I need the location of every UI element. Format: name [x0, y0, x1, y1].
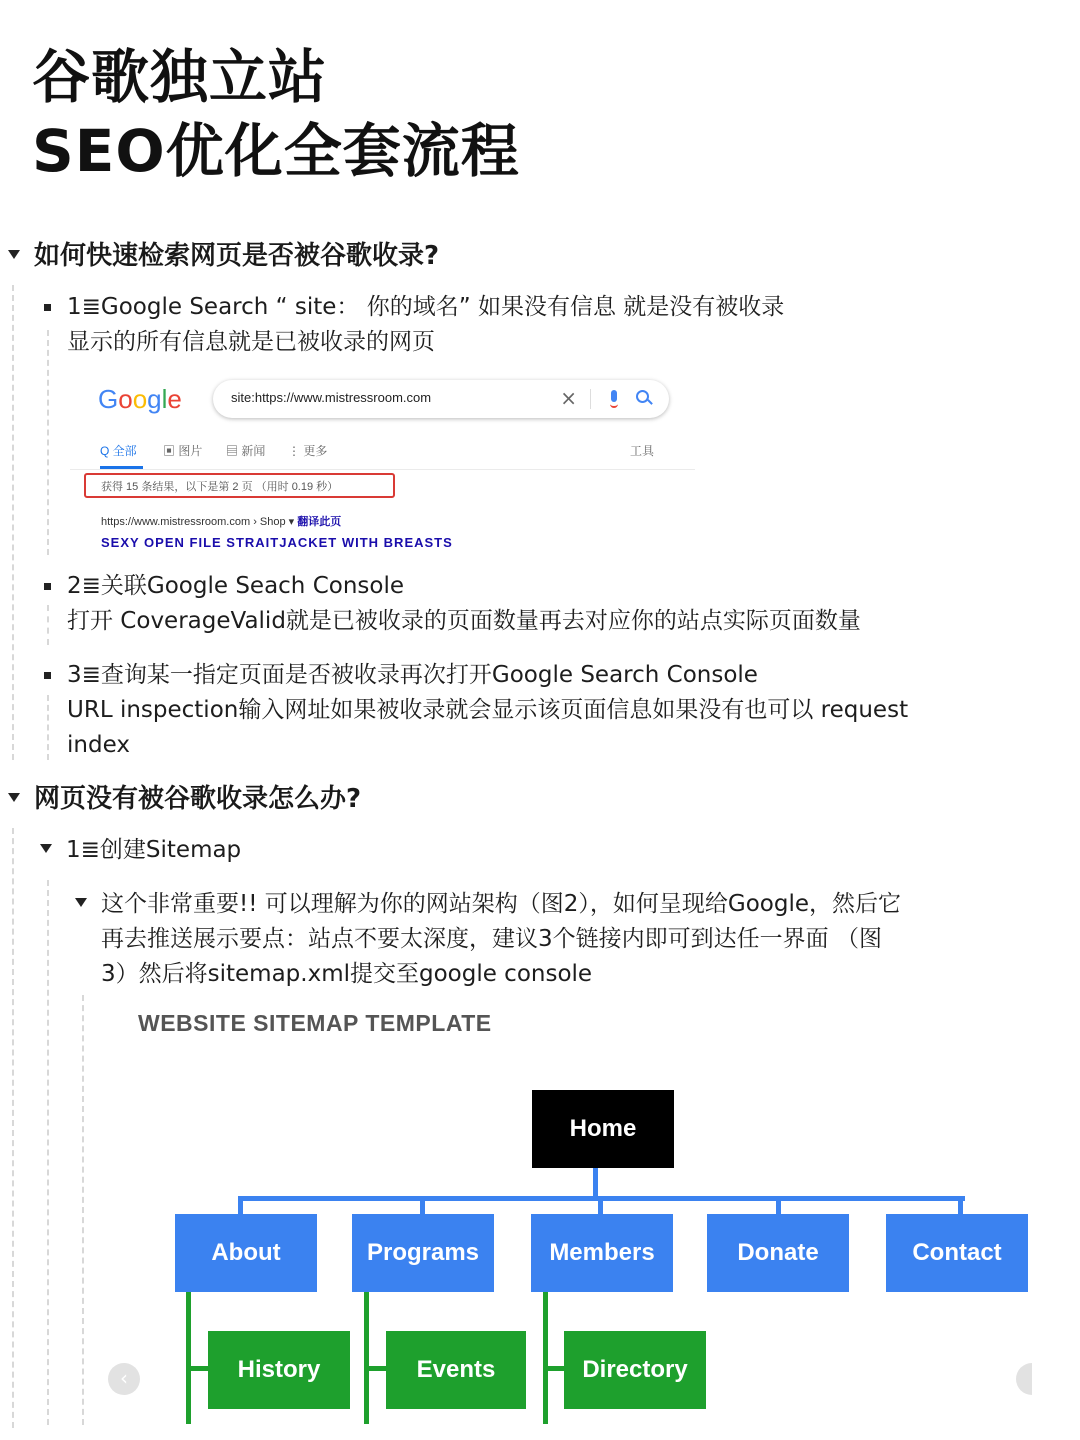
connector-line — [238, 1196, 243, 1216]
bullet-icon — [44, 304, 51, 311]
connector-line — [958, 1196, 963, 1216]
title-line-1: 谷歌独立站 — [32, 43, 328, 111]
detail-paragraph — [75, 887, 901, 992]
search-icon[interactable] — [636, 390, 649, 403]
search-query[interactable]: site:https://www.mistressroom.com — [231, 390, 432, 405]
connector-line — [598, 1196, 603, 1216]
tab-images[interactable]: ▣ 图片 — [163, 444, 203, 458]
result-url-text[interactable]: https://www.mistressroom.com › Shop ▾ — [101, 516, 295, 528]
item-1-line-2: 显示的所有信息就是已被收录的网页 — [67, 329, 435, 355]
google-search-screenshot — [70, 372, 695, 550]
result-stats: 获得 15 条结果，以下是第 2 页 （用时 0.19 秒） — [84, 473, 395, 498]
section-2-heading-text: 网页没有被谷歌收录怎么办? — [34, 784, 362, 814]
sitemap-node-home: Home — [532, 1090, 674, 1168]
indent-guide — [47, 605, 49, 645]
tab-all[interactable]: Q 全部 — [100, 444, 137, 458]
title-line-2: SEO优化全套流程 — [32, 117, 520, 185]
tab-more[interactable]: ⋮ 更多 — [288, 444, 328, 458]
connector-line — [593, 1168, 598, 1198]
list-item — [67, 569, 861, 639]
detail-line-1: 这个非常重要!! 可以理解为你的网站架构（图2），如何呈现给Google，然后它 — [101, 891, 901, 917]
sub-heading-text: 1≣创建Sitemap — [66, 837, 242, 863]
close-icon[interactable]: × — [560, 386, 577, 410]
connector-line — [186, 1292, 191, 1424]
google-logo-letter: o — [118, 384, 133, 414]
list-item — [67, 290, 784, 360]
google-logo-letter: l — [161, 384, 168, 414]
bullet-icon — [44, 672, 51, 679]
indent-guide — [47, 330, 49, 555]
sitemap-node-programs: Programs — [352, 1214, 494, 1292]
indent-guide — [47, 695, 49, 760]
collapse-triangle-icon[interactable] — [8, 793, 20, 802]
microphone-icon[interactable] — [611, 390, 617, 402]
page-title — [32, 40, 520, 188]
divider — [590, 389, 591, 409]
sitemap-node-donate: Donate — [707, 1214, 849, 1292]
sitemap-node-events: Events — [386, 1331, 526, 1409]
result-url[interactable] — [101, 513, 341, 529]
collapse-triangle-icon[interactable] — [75, 898, 87, 907]
sitemap-node-members: Members — [531, 1214, 673, 1292]
google-logo — [98, 384, 182, 415]
item-3-line-3: index — [67, 732, 130, 758]
divider — [70, 469, 695, 470]
carousel-next-button[interactable] — [1016, 1363, 1032, 1395]
tab-news[interactable]: ▤ 新闻 — [226, 444, 266, 458]
sitemap-node-directory: Directory — [564, 1331, 706, 1409]
item-2-line-1: 2≣关联Google Seach Console — [67, 573, 405, 599]
google-logo-letter: G — [98, 384, 119, 414]
connector-line — [543, 1366, 565, 1371]
tab-tools[interactable]: 工具 — [630, 444, 655, 458]
section-1-heading-text: 如何快速检索网页是否被谷歌收录? — [34, 241, 440, 271]
connector-line — [186, 1366, 210, 1371]
item-1-line-1: 1≣Google Search “ site： 你的域名” 如果没有信息 就是没有被收录 — [67, 294, 785, 320]
indent-guide — [12, 828, 14, 1428]
sitemap-node-history: History — [208, 1331, 350, 1409]
item-3-line-2: URL inspection输入网址如果被收录就会显示该页面信息如果没有也可以 request — [67, 697, 909, 723]
section-1-heading[interactable] — [8, 238, 439, 274]
connector-line — [776, 1196, 781, 1216]
collapse-triangle-icon[interactable] — [40, 844, 52, 853]
sitemap-title: WEBSITE SITEMAP TEMPLATE — [138, 1010, 492, 1036]
connector-line — [364, 1366, 386, 1371]
sub-heading-sitemap[interactable] — [40, 833, 241, 868]
microphone-stand-icon — [610, 402, 618, 408]
item-3-line-1: 3≣查询某一指定页面是否被收录再次打开Google Search Console — [67, 662, 758, 688]
result-title[interactable]: SEXY OPEN FILE STRAITJACKET WITH BREASTS — [101, 535, 453, 550]
collapse-triangle-icon[interactable] — [8, 250, 20, 259]
carousel-prev-button[interactable]: ‹ — [108, 1363, 140, 1395]
google-logo-letter: e — [167, 384, 182, 414]
bullet-icon — [44, 583, 51, 590]
google-search-box[interactable] — [213, 380, 669, 418]
connector-line — [543, 1292, 548, 1424]
google-logo-letter: g — [147, 384, 162, 414]
google-logo-letter: o — [132, 384, 148, 414]
list-item — [67, 658, 908, 763]
indent-guide — [82, 995, 84, 1425]
connector-line — [420, 1196, 425, 1216]
item-2-line-2: 打开 CoverageValid就是已被收录的页面数量再去对应你的站点实际页面数量 — [67, 608, 861, 634]
sitemap-node-about: About — [175, 1214, 317, 1292]
detail-line-3: 3）然后将sitemap.xml提交至google console — [101, 961, 593, 987]
connector-line — [364, 1292, 369, 1424]
indent-guide — [12, 285, 14, 760]
indent-guide — [47, 880, 49, 1425]
sitemap-node-contact: Contact — [886, 1214, 1028, 1292]
section-2-heading[interactable] — [8, 781, 361, 817]
detail-line-2: 再去推送展示要点：站点不要太深度，建议3个链接内即可到达任一界面 （图 — [101, 926, 882, 952]
translate-link[interactable]: 翻译此页 — [297, 516, 342, 528]
